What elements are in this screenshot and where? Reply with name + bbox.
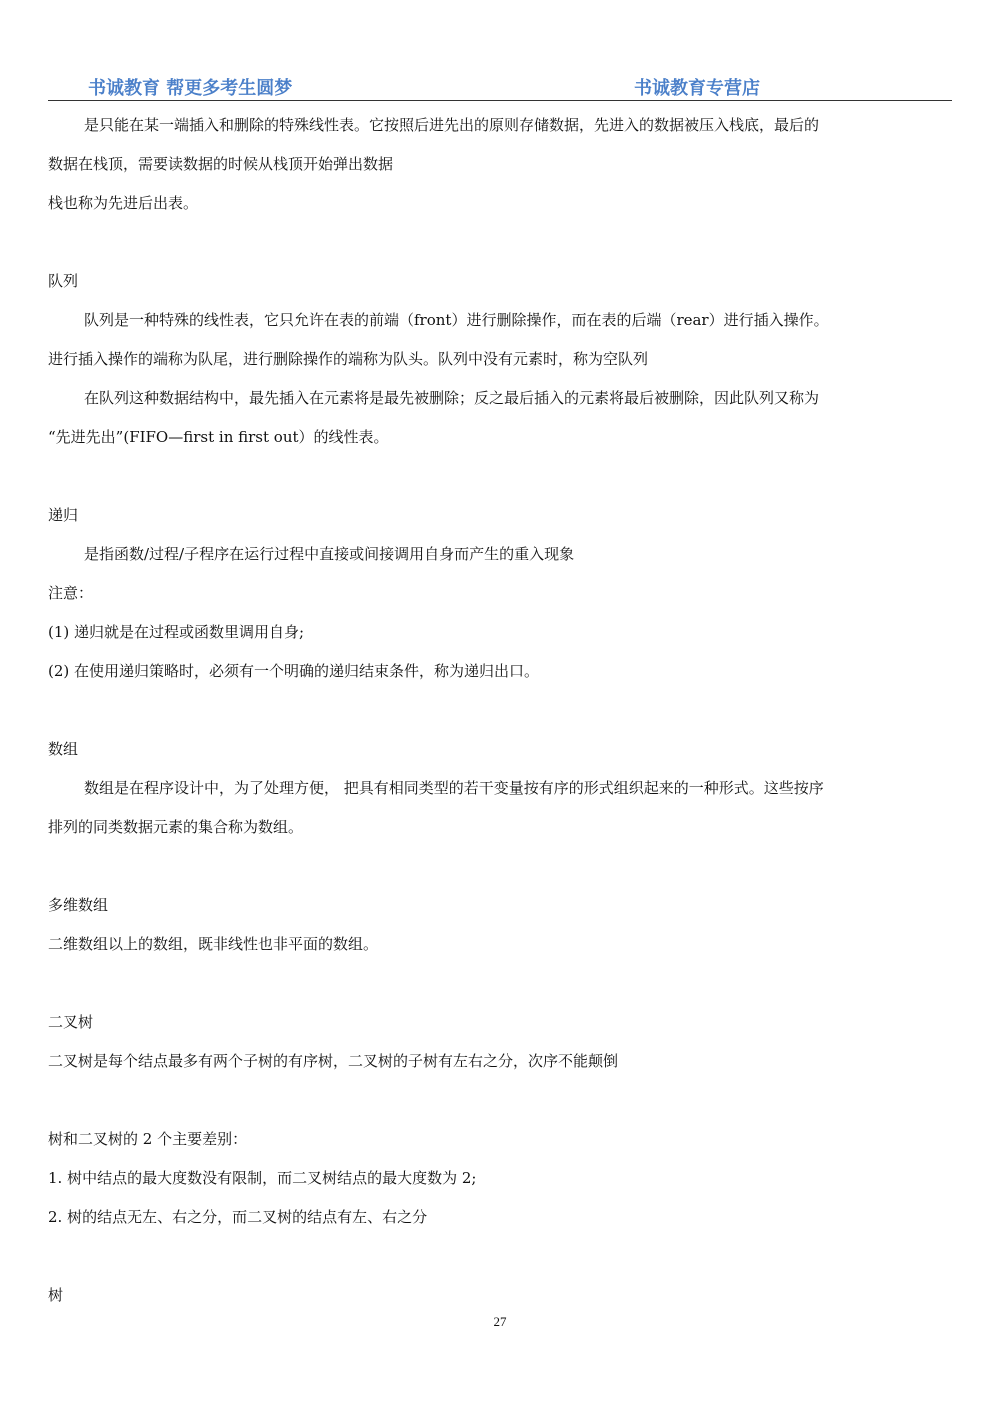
page-number: 27: [493, 1314, 507, 1329]
binary-tree-heading: 二叉树: [48, 1013, 94, 1031]
recursion-note-1: (1) 递归就是在过程或函数里调用自身;: [48, 623, 305, 641]
spacer: [48, 847, 954, 886]
queue-paragraph-1-line-2: 进行插入操作的端称为队尾，进行删除操作的端称为队头。队列中没有元素时，称为空队列: [48, 350, 649, 368]
spacer: [48, 223, 954, 262]
array-definition-line-1: 数组是在程序设计中，为了处理方便， 把具有相同类型的若干变量按有序的形式组织起来的一种形式。这些按序: [84, 779, 824, 797]
page-header: [48, 72, 952, 101]
recursion-note-label: 注意：: [48, 584, 94, 602]
recursion-definition: 是指函数/过程/子程序在运行过程中直接或间接调用自身而产生的重入现象: [84, 545, 575, 563]
multidim-array-heading: 多维数组: [48, 896, 109, 914]
queue-paragraph-1-line-1: 队列是一种特殊的线性表，它只允许在表的前端（front）进行删除操作，而在表的后端（rear）进行插入操作。: [84, 311, 829, 329]
spacer: [48, 1237, 954, 1276]
array-heading: 数组: [48, 740, 79, 758]
spacer: [48, 964, 954, 1003]
header-right-text: 书诚教育专营店: [634, 78, 760, 99]
spacer: [48, 1081, 954, 1120]
tree-heading: 树: [48, 1286, 64, 1304]
recursion-heading: 递归: [48, 506, 79, 524]
document-body: [48, 106, 954, 1315]
tree-difference-2: 2. 树的结点无左、右之分，而二叉树的结点有左、右之分: [48, 1208, 428, 1226]
header-left-text: 书诚教育 帮更多考生圆梦: [88, 78, 293, 99]
recursion-note-2: (2) 在使用递归策略时，必须有一个明确的递归结束条件，称为递归出口。: [48, 662, 540, 680]
stack-definition-line-2: 数据在栈顶，需要读数据的时候从栈顶开始弹出数据: [48, 155, 394, 173]
stack-definition-line-1: 是只能在某一端插入和删除的特殊线性表。它按照后进先出的原则存储数据，先进入的数据被压入栈底，最后的: [84, 116, 820, 134]
queue-heading: 队列: [48, 272, 79, 290]
array-definition-line-2: 排列的同类数据元素的集合称为数组。: [48, 818, 304, 836]
spacer: [48, 457, 954, 496]
binary-tree-definition: 二叉树是每个结点最多有两个子树的有序树，二叉树的子树有左右之分，次序不能颠倒: [48, 1052, 619, 1070]
spacer: [48, 691, 954, 730]
tree-difference-heading: 树和二叉树的 2 个主要差别：: [48, 1130, 248, 1148]
queue-paragraph-2-line-2: “先进先出”(FIFO—first in first out）的线性表。: [48, 428, 389, 446]
stack-definition-line-3: 栈也称为先进后出表。: [48, 194, 199, 212]
queue-paragraph-2-line-1: 在队列这种数据结构中，最先插入在元素将是最先被删除；反之最后插入的元素将最后被删除，因此队列又称为: [84, 389, 820, 407]
tree-difference-1: 1. 树中结点的最大度数没有限制，而二叉树结点的最大度数为 2;: [48, 1169, 477, 1187]
multidim-array-definition: 二维数组以上的数组，既非线性也非平面的数组。: [48, 935, 379, 953]
